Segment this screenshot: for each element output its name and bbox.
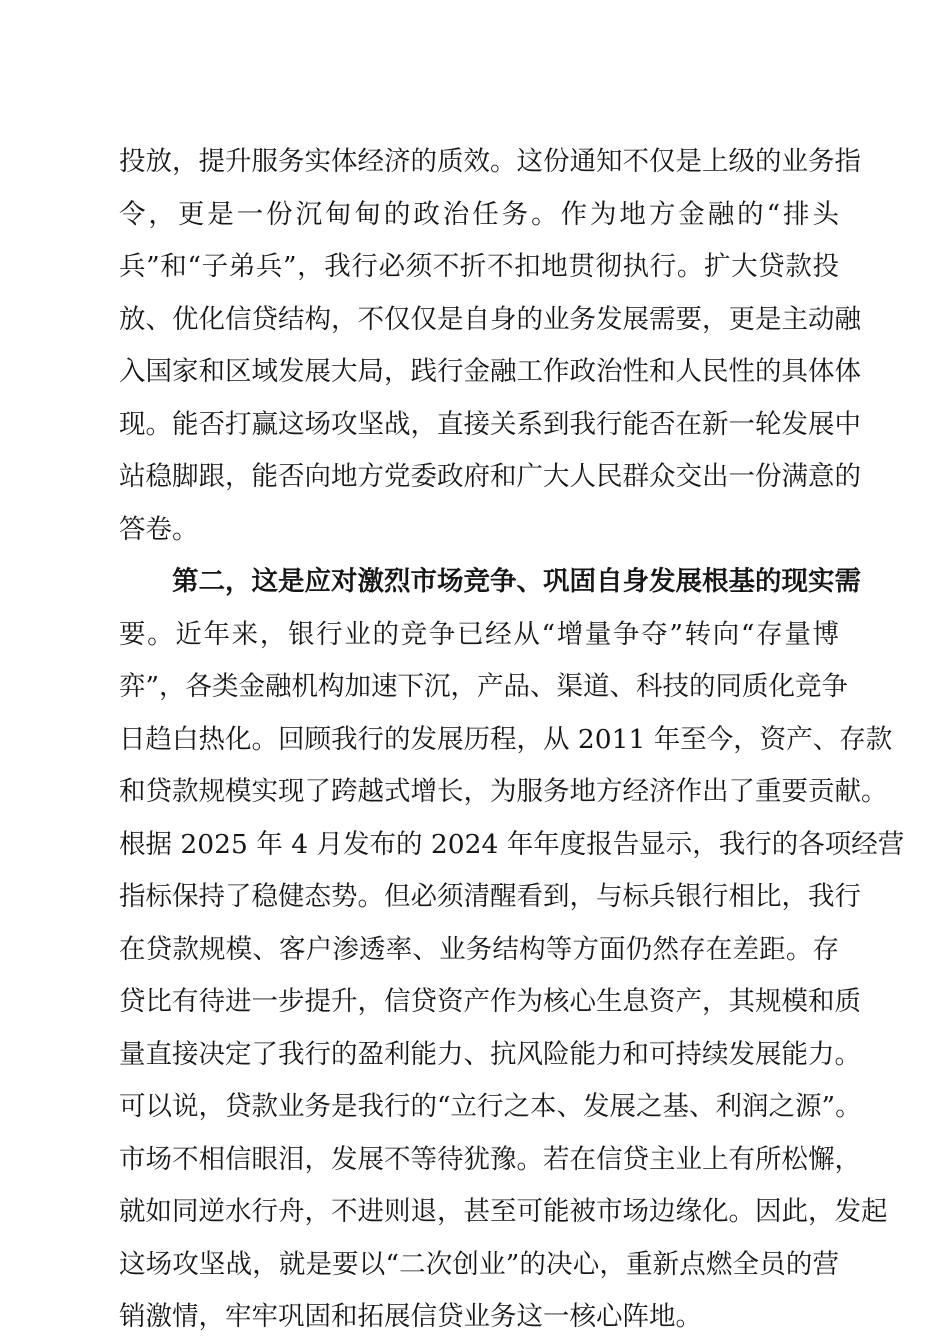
paragraph-2-line-3: 日趋白热化。回顾我行的发展历程，从 2011 年至今，资产、存款	[119, 723, 893, 755]
paragraph-1-line-7: 站稳脚跟，能否向地方党委政府和广大人民群众交出一份满意的	[119, 461, 861, 492]
paragraph-1-line-3: 兵”和“子弟兵”，我行必须不折不扣地贯彻执行。扩大贷款投	[119, 251, 839, 282]
paragraph-2-line-14: 销激情，牢牢巩固和拓展信贷业务这一核心阵地。	[119, 1301, 702, 1332]
paragraph-2-line-7: 在贷款规模、客户渗透率、业务结构等方面仍然存在差距。存	[119, 933, 839, 965]
paragraph-1-line-1: 投放，提升服务实体经济的质效。这份通知不仅是上级的业务指	[119, 146, 861, 177]
paragraph-2-line-10: 可以说，贷款业务是我行的“立行之本、发展之基、利润之源”。	[119, 1091, 862, 1122]
paragraph-2-heading: 第二，这是应对激烈市场竞争、巩固自身发展根基的现实需	[172, 566, 861, 597]
paragraph-2-line-1: 要。近年来，银行业的竞争已经从“增量争夺”转向“存量博	[119, 618, 839, 650]
paragraph-2-line-13: 这场攻坚战，就是要以“二次创业”的决心，重新点燃全员的营	[119, 1248, 839, 1280]
paragraph-2-line-9: 量直接决定了我行的盈利能力、抗风险能力和可持续发展能力。	[119, 1038, 861, 1070]
paragraph-2-line-4: 和贷款规模实现了跨越式增长，为服务地方经济作出了重要贡献。	[119, 776, 888, 807]
paragraph-2-line-5: 根据 2025 年 4 月发布的 2024 年年度报告显示，我行的各项经营	[119, 828, 905, 860]
paragraph-2-line-6: 指标保持了稳健态势。但必须清醒看到，与标兵银行相比，我行	[119, 881, 861, 912]
paragraph-2-line-8: 贷比有待进一步提升，信贷资产作为核心生息资产，其规模和质	[119, 986, 861, 1017]
paragraph-2-line-11: 市场不相信眼泪，发展不等待犹豫。若在信贷主业上有所松懈，	[119, 1143, 861, 1175]
paragraph-2-line-12: 就如同逆水行舟，不进则退，甚至可能被市场边缘化。因此，发起	[119, 1196, 888, 1227]
paragraph-2-line-2: 弈”，各类金融机构加速下沉，产品、渠道、科技的同质化竞争	[119, 671, 849, 702]
paragraph-1-line-6: 现。能否打赢这场攻坚战，直接关系到我行能否在新一轮发展中	[119, 408, 861, 440]
paragraph-1-line-2: 令，更是一份沉甸甸的政治任务。作为地方金融的“排头	[119, 198, 839, 230]
paragraph-1-line-5: 入国家和区域发展大局，践行金融工作政治性和人民性的具体体	[119, 356, 861, 387]
paragraph-1-line-8: 答卷。	[119, 513, 199, 545]
paragraph-1-line-4: 放、优化信贷结构，不仅仅是自身的业务发展需要，更是主动融	[119, 303, 861, 335]
